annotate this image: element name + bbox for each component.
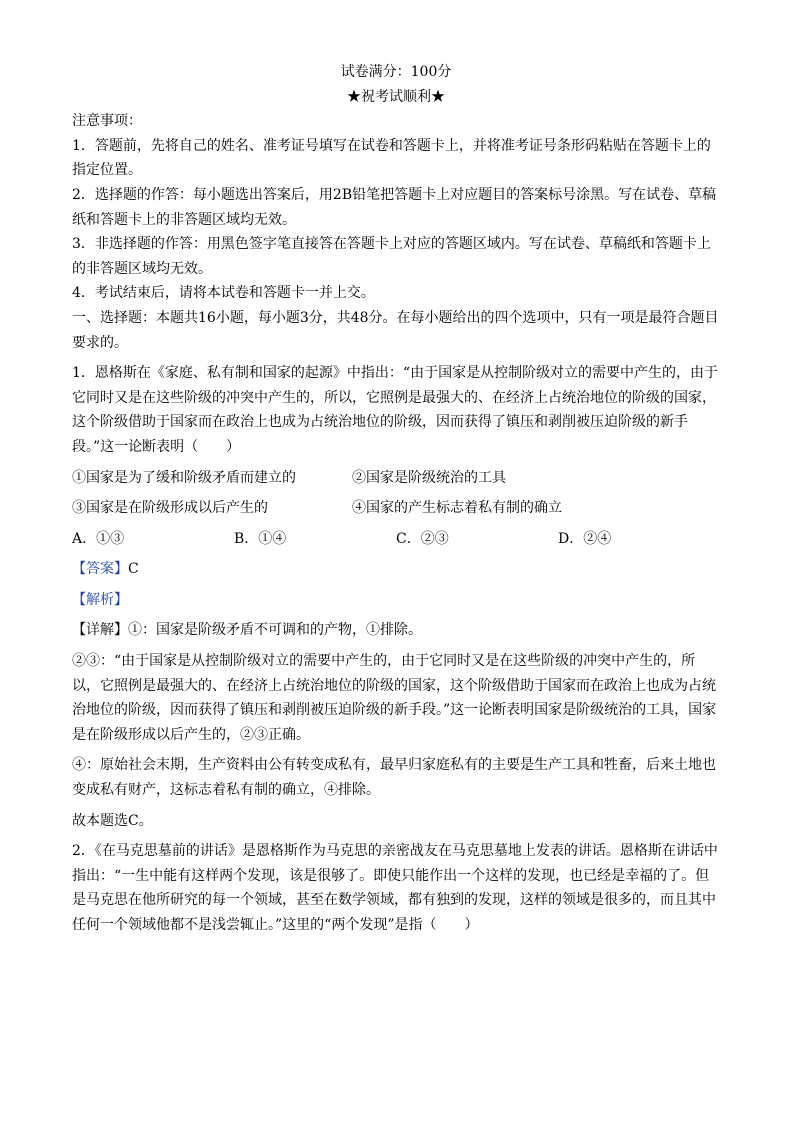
answer-value: C xyxy=(128,561,139,578)
notes-title: 注意事项： xyxy=(72,113,142,130)
detail-3: ④：原始社会末期，生产资料由公有转变成私有，最早归家庭私有的主要是生产工具和牲畜，后来土地也变成私有财产，这标志着私有制的确立，④排除。 xyxy=(72,757,716,799)
detail-1: ①：国家是阶级矛盾不可调和的产物，①排除。 xyxy=(128,622,422,639)
question-2-stem: 2．《在马克思墓前的讲话》是恩格斯作为马克思的亲密战友在马克思墓地上发表的讲话。恩格斯在讲话中指出：“一生中能有这样两个发现，该是很够了。即使只能作出一个这样的发现，也已经是幸福的了。但是马克思在他所研究的每一个领域，甚至在数学领域，都有独到的发现，这样的领域是很多的，而且其中任何一个领域他都不是浅尝辄止。”这里的“两个发现”是指（ ） xyxy=(72,843,718,933)
statement-3: ③国家是在阶级形成以后产生的 xyxy=(72,500,268,517)
good-luck: ★祝考试顺利★ xyxy=(347,88,445,105)
exam-page xyxy=(72,60,720,938)
question-1-stem: 1．恩格斯在《家庭、私有制和国家的起源》中指出：“由于国家是从控制阶级对立的需要中产生的，由于它同时又是在这些阶级的冲突中产生的，所以，它照例是最强大的、在经济上占统治地位的阶级的国家，这个阶级借助于国家而在政治上也成为占统治地位的阶级，因而获得了镇压和剥削被压迫阶级的新手段。”这一论断表明（ ） xyxy=(72,365,719,455)
note-item-3: 3．非选择题的作答：用黑色签字笔直接答在答题卡上对应的答题区域内。写在试卷、草稿纸和答题卡上的非答题区域均无效。 xyxy=(72,236,711,277)
note-item-1: 1．答题前，先将自己的姓名、准考证号填写在试卷和答题卡上，并将准考证号条形码粘贴在答题卡上的指定位置。 xyxy=(72,137,711,179)
full-score: 试卷满分：100分 xyxy=(340,64,452,80)
answer-line xyxy=(72,557,720,582)
note-item-4: 4．考试结束后，请将本试卷和答题卡一并上交。 xyxy=(72,285,375,302)
choice-b: B．①④ xyxy=(234,530,287,547)
choice-d: D．②④ xyxy=(558,530,612,547)
statement-row-1 xyxy=(72,466,720,491)
detail-2: ②③：“由于国家是从控制阶级对立的需要中产生的，由于它同时又是在这些阶级的冲突中产生的，所以，它照例是最强大的、在经济上占统治地位的阶级的国家，这个阶级借助于国家而在政治上也成为占统治地位的阶级，因而获得了镇压和剥削被压迫阶级的新手段。”这一论断表明国家是阶级统治的工具，国家是在阶级形成以后产生的，②③正确。 xyxy=(72,653,717,743)
statement-row-2 xyxy=(72,496,720,521)
analysis-tag: 【解析】 xyxy=(72,591,128,608)
detail-line-1 xyxy=(72,618,720,643)
analysis-line xyxy=(72,588,720,613)
statement-2: ②国家是阶级统治的工具 xyxy=(352,469,506,486)
conclusion: 故本题选C。 xyxy=(72,812,153,829)
detail-tag: 【详解】 xyxy=(72,622,128,639)
choices-row xyxy=(72,527,720,552)
answer-tag: 【答案】 xyxy=(72,561,128,578)
statement-4: ④国家的产生标志着私有制的确立 xyxy=(352,500,562,517)
note-item-2: 2．选择题的作答：每小题选出答案后，用2B铅笔把答题卡上对应题目的答案标号涂黑。写在试卷、草稿纸和答题卡上的非答题区域均无效。 xyxy=(72,186,717,228)
choice-c: C．②③ xyxy=(396,530,449,547)
choice-a: A．①③ xyxy=(72,530,125,547)
statement-1: ①国家是为了缓和阶级矛盾而建立的 xyxy=(72,469,296,486)
section-title: 一、选择题：本题共16小题，每小题3分，共48分。在每小题给出的四个选项中，只有一项是最符合题目要求的。 xyxy=(72,309,719,351)
